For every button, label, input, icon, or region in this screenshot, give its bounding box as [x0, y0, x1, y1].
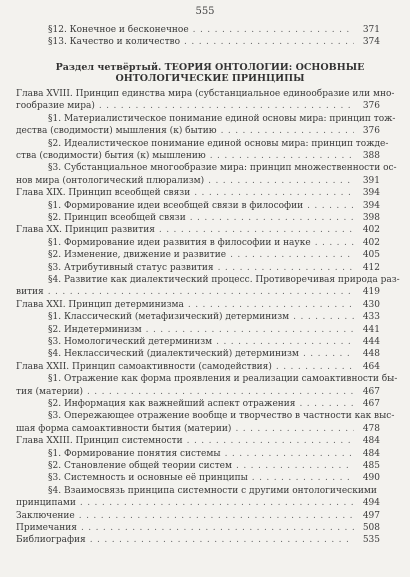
- toc-leader-dots: [48, 286, 354, 298]
- toc-entry-title: §2. Индетерминизм: [48, 325, 142, 335]
- toc-leader-dots: [218, 262, 354, 274]
- toc-leader-dots: [81, 522, 354, 534]
- toc-entry-page: 374: [362, 37, 380, 47]
- toc-entry: [0, 398, 380, 410]
- toc-leader-dots: [79, 510, 354, 522]
- toc-entry-page: 464: [362, 362, 380, 372]
- toc-entry-title: §1. Классический (метафизический) детерминизм: [48, 312, 290, 322]
- toc-entry-page: 494: [362, 498, 380, 508]
- toc-entry-line: §4. Взаимосвязь принципа системности с другими онтологическими: [48, 486, 377, 496]
- toc-leader-dots: [236, 460, 354, 472]
- toc-leader-dots: [188, 299, 354, 311]
- toc-leader-dots: [221, 125, 354, 137]
- toc-entry-title: Глава XX. Принцип развития: [16, 225, 155, 235]
- toc-leader-dots: [210, 150, 354, 162]
- toc-entry: [0, 497, 380, 509]
- toc-entry: [0, 24, 380, 36]
- toc-entry: [0, 435, 380, 447]
- toc-entry: [0, 150, 380, 162]
- toc-entry-line: §3. Опережающее отражение вообще и творчество в частности как выс-: [48, 411, 395, 421]
- toc-entry-title: §3. Системность и основные её принципы: [48, 473, 248, 483]
- toc-entry: [0, 386, 380, 398]
- toc-leader-dots: [146, 324, 354, 336]
- toc-leader-dots: [276, 361, 354, 373]
- toc-entry-page: 419: [362, 287, 380, 297]
- toc-entry-title: Глава XXI. Принцип детерминизма: [16, 300, 184, 310]
- toc-entry-line: §1. Материалистическое понимание единой основы мира: принцип тож-: [48, 114, 396, 124]
- toc-entry: [0, 249, 380, 261]
- toc-entry: [0, 175, 380, 187]
- toc-leader-dots: [307, 200, 354, 212]
- toc-entry-title: §1. Формирование идеи развития в философии и науке: [48, 238, 311, 248]
- toc-leader-dots: [87, 386, 354, 398]
- toc-entry-page: 394: [362, 188, 380, 198]
- toc-entry-page: 402: [362, 238, 380, 248]
- toc-entry-line: §3. Субстанциальное многообразие мира: принцип множественности ос-: [48, 163, 397, 173]
- toc-entry-page: 497: [362, 511, 380, 521]
- toc-leader-dots: [80, 497, 354, 509]
- toc-entry-page: 448: [362, 349, 380, 359]
- toc-leader-dots: [315, 237, 354, 249]
- toc-entry: [0, 510, 380, 522]
- toc-entry-title: §4. Неклассический (диалектический) детерминизм: [48, 349, 299, 359]
- toc-entry: [0, 336, 380, 348]
- toc-entry-page: 402: [362, 225, 380, 235]
- section-heading: [30, 62, 390, 84]
- toc-entry-page: 433: [362, 312, 380, 322]
- toc-leader-dots: [216, 336, 354, 348]
- toc-entry-title: гообразие мира): [16, 101, 95, 111]
- toc-leader-dots: [303, 348, 354, 360]
- toc-entry-page: 430: [362, 300, 380, 310]
- toc-entry: [0, 423, 380, 435]
- toc-entry-title: Глава XXIII. Принцип системности: [16, 436, 183, 446]
- toc-entry: [0, 299, 380, 311]
- toc-entry-page: 412: [362, 263, 380, 273]
- toc-entry-page: 485: [362, 461, 380, 471]
- toc-entry-title: шая форма самоактивности бытия (материи): [16, 424, 232, 434]
- toc-entry: [0, 100, 380, 112]
- toc-entry-page: 444: [362, 337, 380, 347]
- toc-entry: [0, 534, 380, 546]
- toc-entry-page: 484: [362, 449, 380, 459]
- toc-entry-page: 388: [362, 151, 380, 161]
- toc-entry-page: 394: [362, 201, 380, 211]
- toc-entry: [0, 212, 380, 224]
- toc-leader-dots: [299, 398, 354, 410]
- toc-leader-dots: [190, 212, 354, 224]
- toc-leader-dots: [187, 435, 354, 447]
- toc-entry-page: 376: [362, 101, 380, 111]
- toc-entry-page: 441: [362, 325, 380, 335]
- toc-entry: [0, 237, 380, 249]
- toc-entry-title: вития: [16, 287, 44, 297]
- toc-entry-title: ства (сводимости) бытия (к) мышлению: [16, 151, 206, 161]
- toc-entry-title: §2. Принцип всеобщей связи: [48, 213, 186, 223]
- toc-entry-title: §3. Номологический детерминизм: [48, 337, 213, 347]
- toc-entry-title: дества (сводимости) мышления (к) бытию: [16, 126, 217, 136]
- toc-entry-page: 405: [362, 250, 380, 260]
- toc-leader-dots: [194, 187, 354, 199]
- toc-entry-title: тия (материи): [16, 387, 83, 397]
- toc-entry-title: §2. Информация как важнейший аспект отражения: [48, 399, 296, 409]
- toc-entry-title: §12. Конечное и бесконечное: [48, 25, 189, 35]
- toc-leader-dots: [235, 423, 354, 435]
- toc-entry: [0, 522, 380, 534]
- toc-leader-dots: [99, 100, 354, 112]
- toc-entry: [0, 311, 380, 323]
- toc-entry: [0, 286, 380, 298]
- toc-entry-page: 398: [362, 213, 380, 223]
- toc-entry: [0, 200, 380, 212]
- toc-entry: [0, 262, 380, 274]
- toc-entry-title: принципами: [16, 498, 76, 508]
- toc-leader-dots: [293, 311, 354, 323]
- toc-leader-dots: [225, 448, 354, 460]
- toc-entry: [0, 224, 380, 236]
- toc-leader-dots: [193, 24, 354, 36]
- toc-entry-title: §13. Качество и количество: [48, 37, 181, 47]
- toc-entry: [0, 460, 380, 472]
- section-heading-line1: Раздел четвёртый. ТЕОРИЯ ОНТОЛОГИИ: ОСНОВНЫЕ: [55, 62, 365, 73]
- toc-entry-page: 391: [362, 176, 380, 186]
- toc-entry-title: §3. Атрибутивный статус развития: [48, 263, 214, 273]
- toc-entry: [0, 448, 380, 460]
- toc-entry-title: Заключение: [16, 511, 75, 521]
- toc-entry-page: 478: [362, 424, 380, 434]
- toc-entry-title: нов мира (онтологический плюрализм): [16, 176, 205, 186]
- toc-entry-page: 508: [362, 523, 380, 533]
- toc-entry: [0, 125, 380, 137]
- toc-entry-page: 467: [362, 399, 380, 409]
- toc-leader-dots: [230, 249, 354, 261]
- toc-entry-title: Библиография: [16, 535, 86, 545]
- toc-leader-dots: [252, 472, 354, 484]
- toc-entry-title: §2. Становление общей теории систем: [48, 461, 233, 471]
- toc-entry-page: 371: [362, 25, 380, 35]
- page-number: 555: [195, 6, 215, 17]
- toc-entry-page: 535: [362, 535, 380, 545]
- toc-entry-line: §4. Развитие как диалектический процесс. Противоречивая природа раз-: [48, 275, 400, 285]
- toc-entry: [0, 187, 380, 199]
- toc-entry-page: 484: [362, 436, 380, 446]
- toc-entry-title: Примечания: [16, 523, 77, 533]
- toc-entry: [0, 472, 380, 484]
- toc-entry: [0, 361, 380, 373]
- toc-entry: [0, 36, 380, 48]
- toc-entry-line: Глава XVIII. Принцип единства мира (субстанциальное единообразие или мно-: [16, 89, 395, 99]
- toc-leader-dots: [159, 224, 354, 236]
- toc-entry-line: §1. Отражение как форма проявления и реализации самоактивности бы-: [48, 374, 398, 384]
- toc-entry-title: Глава XXII. Принцип самоактивности (самодействия): [16, 362, 272, 372]
- toc-leader-dots: [90, 534, 354, 546]
- toc-entry-title: §1. Формирование понятия системы: [48, 449, 221, 459]
- toc-entry-line: §2. Идеалистическое понимание единой основы мира: принцип тожде-: [48, 139, 389, 149]
- toc-entry-page: 376: [362, 126, 380, 136]
- toc-entry: [0, 348, 380, 360]
- toc-entry-title: §1. Формирование идеи всеобщей связи в философии: [48, 201, 304, 211]
- toc-entry-page: 490: [362, 473, 380, 483]
- toc-entry: [0, 324, 380, 336]
- toc-leader-dots: [208, 175, 354, 187]
- section-heading-line2: ОНТОЛОГИЧЕСКИЕ ПРИНЦИПЫ: [115, 73, 305, 84]
- toc-leader-dots: [184, 36, 354, 48]
- toc-entry-title: §2. Изменение, движение и развитие: [48, 250, 227, 260]
- toc-entry-title: Глава XIX. Принцип всеобщей связи: [16, 188, 191, 198]
- toc-entry-page: 467: [362, 387, 380, 397]
